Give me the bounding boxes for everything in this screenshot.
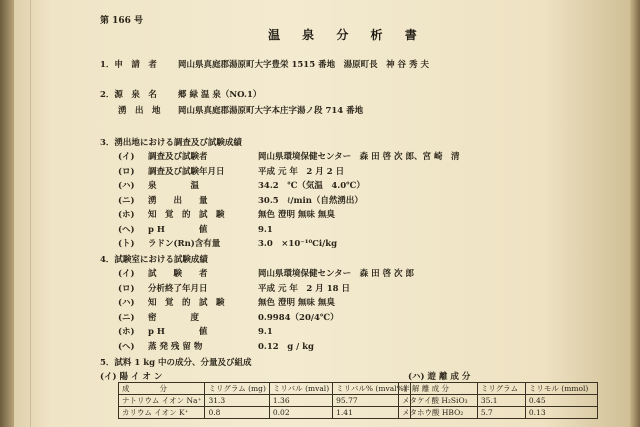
item-marker: (ロ) [118,166,135,177]
item-value: 0.9984（20/4℃） [258,312,339,323]
item-value: 無色 澄明 無味 無臭 [258,210,335,220]
source-location-value: 岡山県真庭郡湯原町大字本庄字湯ノ段 714 番地 [178,106,364,116]
applicant-value: 岡山県真庭郡湯原町大字豊栄 1515 番地 湯原町長 神 谷 秀 夫 [178,60,429,70]
item-label: 調査及び試験者 [148,152,208,162]
item-marker: (ホ) [118,210,135,220]
item-marker: (へ) [118,224,135,235]
section5-heading: 5．試料 1 kg 中の成分、分量及び組成 [100,358,252,368]
table-row [119,395,411,407]
item-label: 蒸 発 残 留 物 [148,341,203,352]
document-number: 第 166 号 [100,16,144,26]
table-header-cell: ミリグラム [477,383,525,395]
source-location-label: 湧 出 地 [118,106,161,116]
item-value: 岡山県環境保健センター 森 田 啓 次 郎、宮 崎 清 [258,152,460,162]
table-cell: 1.36 [269,395,332,407]
table-row [399,407,598,419]
table-cell: 31.3 [205,395,269,407]
table-row [399,395,598,407]
item-marker: (ロ) [118,283,135,294]
item-value: 3.0 ×10⁻¹⁰Ci/kg [258,239,338,249]
table-cell: 5.7 [477,407,525,419]
item-marker: (イ) [118,269,135,279]
item-label: p H 値 [148,224,208,235]
table-header-cell: ミリモル (mmol) [525,383,597,395]
table-cell: メタホウ酸 HBO₂ [399,407,478,419]
item-value: 無色 澄明 無味 無臭 [258,298,335,308]
item-marker: (ハ) [118,298,135,308]
table-cell: 0.8 [205,407,269,419]
frame-right-edge [630,0,640,427]
item-value: 30.5 ℓ/min（自然湧出） [258,195,363,206]
table-cell: 0.45 [525,395,597,407]
ion-table [118,382,411,419]
item-value: 9.1 [258,327,273,337]
table-cell: 0.13 [525,407,597,419]
table-cell: メタケイ酸 H₂SiO₃ [399,395,478,407]
ion-table-caption: (イ) 陽 イ オ ン [100,372,163,382]
table-cell: 1.41 [333,407,410,419]
table-cell: ナトリウム イオン Na⁺ [119,395,205,407]
item-label: 密 度 [148,312,200,323]
item-marker: (ト) [118,239,135,249]
item-value: 9.1 [258,224,273,235]
item-label: 調査及び試験年月日 [148,166,225,177]
frame-left-edge [0,0,14,427]
source-name-label: 2．源 泉 名 [100,90,157,100]
fold-line [30,0,31,427]
item-value: 平成 元 年 2 月 2 日 [258,166,345,177]
table-header-cell: 非 解 離 成 分 [399,383,478,395]
table-header-cell: ミリバル (mval) [269,383,332,395]
section4-heading: 4．試験室における試験成績 [100,255,208,265]
item-marker: (ニ) [118,312,135,323]
table-cell: カリウム イオン K⁺ [119,407,205,419]
item-label: 湧 出 量 [148,195,208,206]
table-header-cell: ミリグラム (mg) [205,383,269,395]
item-value: 平成 元 年 2 月 18 日 [258,283,351,294]
item-label: ラドン(Rn)含有量 [148,239,221,249]
item-marker: (へ) [118,341,135,352]
table-header-cell: 成 分 [119,383,205,395]
table-row [119,407,411,419]
item-marker: (ニ) [118,195,135,206]
applicant-label: 1．申 請 者 [100,60,157,70]
document-title: 温 泉 分 析 書 [268,28,426,42]
source-name-value: 郷 緑 温 泉（NO.1） [178,90,262,100]
item-label: 知 覚 的 試 験 [148,210,225,220]
item-marker: (ハ) [118,181,135,191]
section3-heading: 3．湧出地における調査及び試験成績 [100,138,242,148]
table-cell: 0.02 [269,407,332,419]
nondissoc-table [398,382,598,419]
nondissoc-table-caption: (ハ) 遊 離 成 分 [408,372,471,382]
item-value: 34.2 ℃（気温 4.0℃） [258,181,365,191]
item-label: 分析終了年月日 [148,283,208,294]
item-label: p H 値 [148,327,208,337]
item-value: 岡山県環境保健センター 森 田 啓 次 郎 [258,269,414,279]
item-label: 知 覚 的 試 験 [148,298,225,308]
item-label: 試 験 者 [148,269,208,279]
table-cell: 35.1 [477,395,525,407]
item-marker: (ホ) [118,327,135,337]
item-value: 0.12 g / kg [258,341,315,352]
item-marker: (イ) [118,152,135,162]
item-label: 泉 温 [148,181,200,191]
table-cell: 95.77 [333,395,410,407]
table-header-cell: ミリバル% (mval%) [333,383,410,395]
